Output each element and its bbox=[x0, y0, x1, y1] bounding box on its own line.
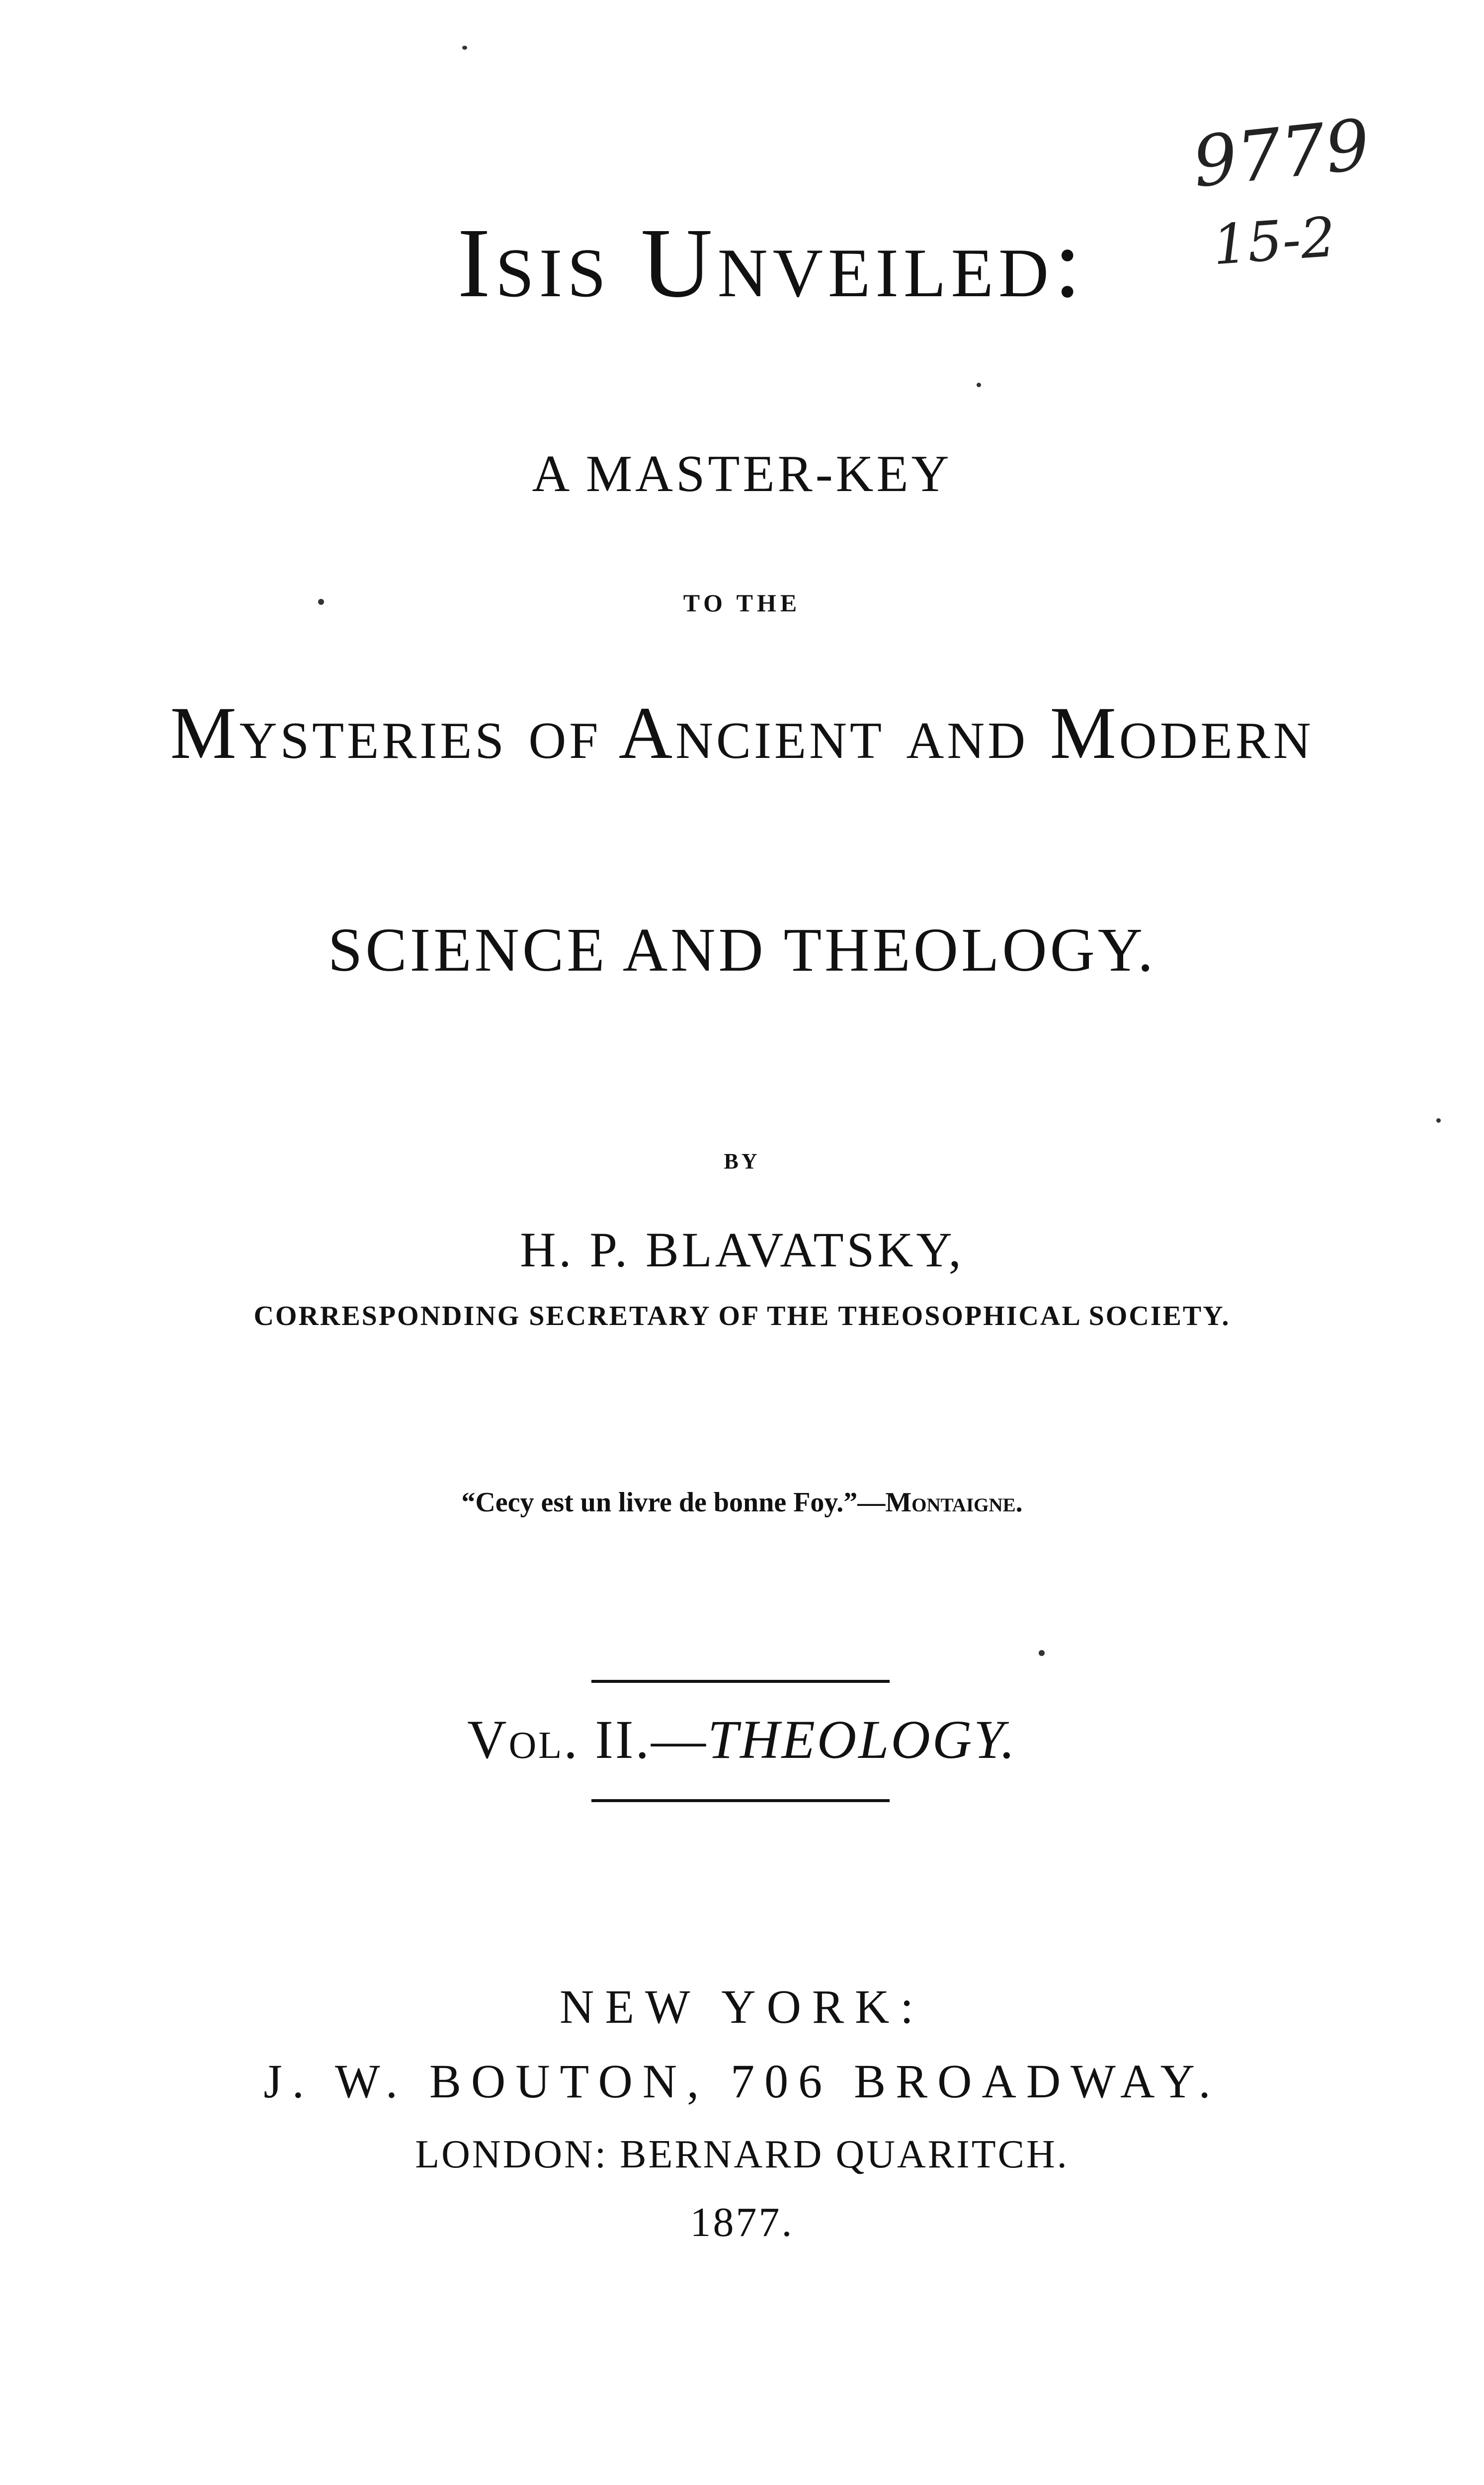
subtitle-master-key: A MASTER-KEY bbox=[532, 444, 952, 502]
volume-rule-bottom bbox=[591, 1799, 890, 1802]
imprint-year: 1877. bbox=[690, 2199, 794, 2245]
ink-speck bbox=[1039, 1650, 1045, 1656]
volume-number: Vol. II.— bbox=[467, 1709, 708, 1770]
ink-speck bbox=[1436, 1118, 1441, 1123]
handwritten-note: 15-2 bbox=[1210, 205, 1338, 277]
epigraph-attribution: Montaigne. bbox=[885, 1487, 1023, 1518]
by-label: BY bbox=[724, 1149, 760, 1173]
author-name: H. P. BLAVATSKY, bbox=[520, 1222, 964, 1277]
epigraph bbox=[0, 1489, 1484, 1516]
subtitle-mysteries: Mysteries of Ancient and Modern bbox=[170, 692, 1314, 774]
ink-speck bbox=[977, 383, 981, 387]
imprint-london: LONDON: BERNARD QUARITCH. bbox=[415, 2133, 1069, 2176]
volume-name: THEOLOGY. bbox=[707, 1709, 1017, 1770]
book-title: Isis Unveiled: bbox=[457, 208, 1086, 318]
subtitle-science-theology: SCIENCE AND THEOLOGY. bbox=[328, 916, 1156, 985]
epigraph-quote: “Cecy est un livre de bonne Foy.”— bbox=[461, 1487, 886, 1518]
author-role: CORRESPONDING SECRETARY OF THE THEOSOPHICAL SOCIETY. bbox=[253, 1301, 1231, 1331]
subtitle-to-the: TO THE bbox=[683, 589, 801, 617]
handwritten-catalog-number: 9779 bbox=[1189, 104, 1374, 204]
ink-speck bbox=[462, 46, 467, 50]
imprint-city: NEW YORK: bbox=[560, 1980, 924, 2033]
volume-rule-top bbox=[591, 1680, 890, 1683]
imprint-publisher: J. W. BOUTON, 706 BROADWAY. bbox=[263, 2055, 1221, 2108]
volume-title bbox=[0, 1709, 1484, 1770]
